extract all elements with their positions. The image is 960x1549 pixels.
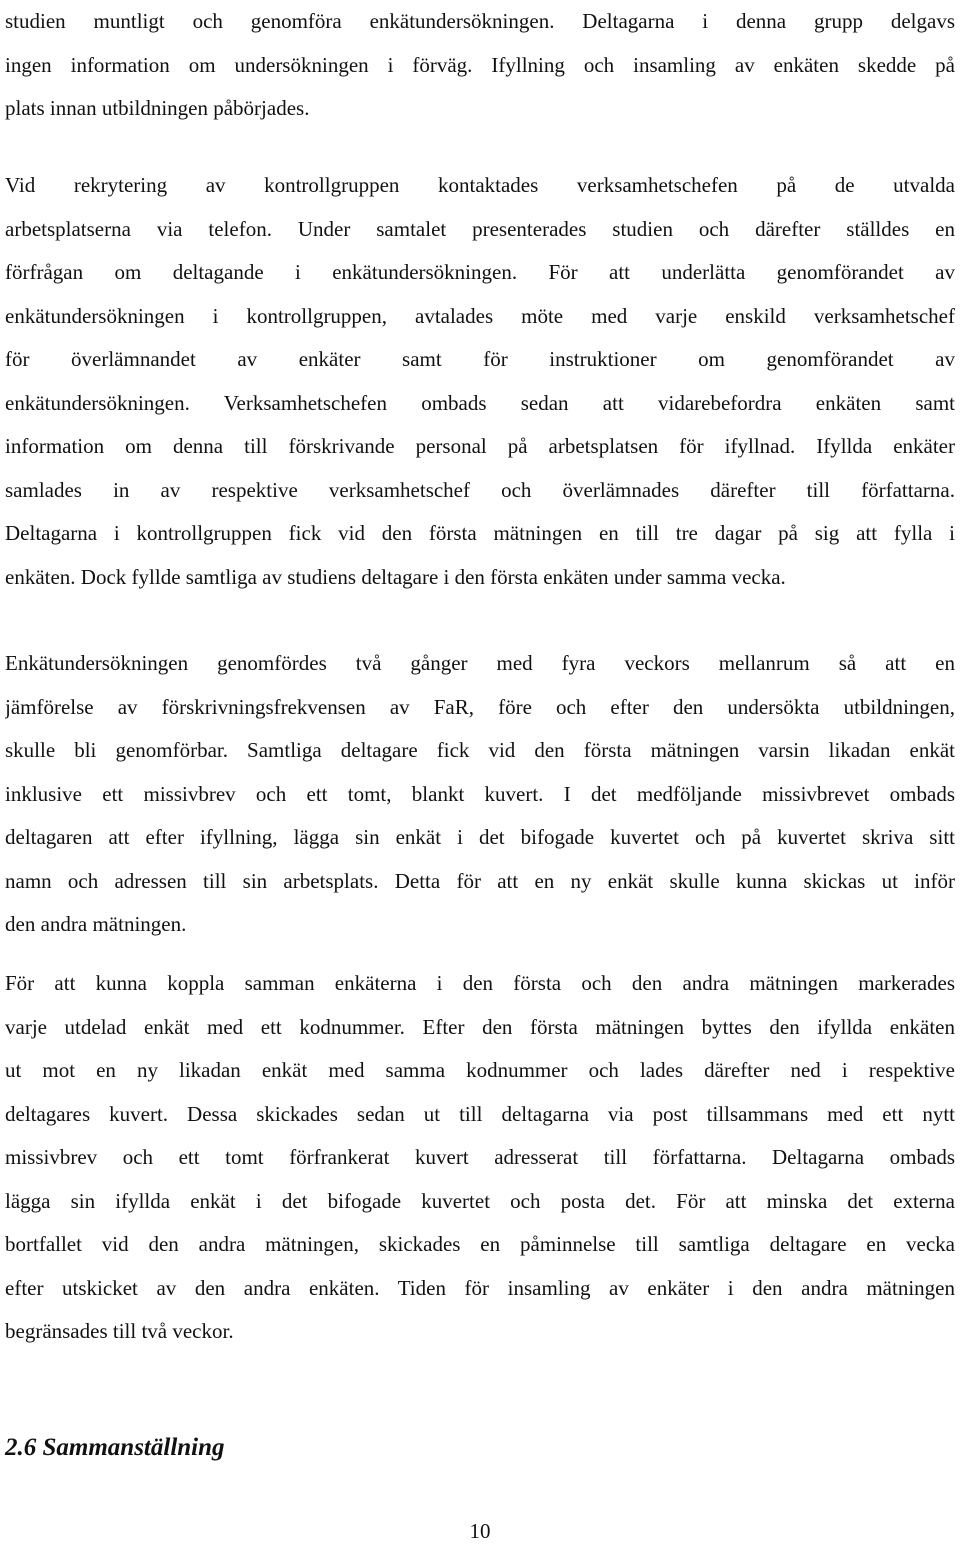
paragraph-line: enkätundersökningen i kontrollgruppen, avtalades möte med varje enskild verksamhetschef <box>5 303 955 328</box>
paragraph-line: skulle bli genomförbar. Samtliga deltagare fick vid den första mätningen varsin likadan enkät <box>5 738 955 762</box>
paragraph-line: deltagaren att efter ifyllning, lägga sin enkät i det bifogade kuvertet och på kuvertet skriva sitt <box>5 825 955 849</box>
section-heading: 2.6 Sammanställning <box>5 1434 225 1461</box>
paragraph-line: jämförelse av förskrivningsfrekvensen av FaR, före och efter den undersökta utbildningen, <box>5 694 955 719</box>
paragraph-line: Enkätundersökningen genomfördes två gånger med fyra veckors mellanrum så att en <box>5 651 955 675</box>
paragraph-line: ut mot en ny likadan enkät med samma kodnummer och lades därefter ned i respektive <box>5 1058 955 1082</box>
paragraph-line: Vid rekrytering av kontrollgruppen kontaktades verksamhetschefen på de utvalda <box>5 173 955 197</box>
paragraph-line: samlades in av respektive verksamhetschef och överlämnades därefter till författarna. <box>5 477 955 502</box>
paragraph-line: enkätundersökningen. Verksamhetschefen ombads sedan att vidarebefordra enkäten samt <box>5 390 955 415</box>
paragraph-4 <box>5 962 955 1354</box>
paragraph-line: missivbrev och ett tomt förfrankerat kuvert adresserat till författarna. Deltagarna ombads <box>5 1145 955 1169</box>
paragraph-line: begränsades till två veckor. <box>5 1319 234 1343</box>
paragraph-line: den andra mätningen. <box>5 912 187 936</box>
paragraph-line: förfrågan om deltagande i enkätundersökningen. För att underlätta genomförandet av <box>5 260 955 284</box>
paragraph-2 <box>5 164 955 599</box>
paragraph-line: lägga sin ifyllda enkät i det bifogade kuvertet och posta det. För att minska det externa <box>5 1188 955 1213</box>
paragraph-line: Deltagarna i kontrollgruppen fick vid den första mätningen en till tre dagar på sig att fylla i <box>5 521 955 545</box>
paragraph-line: För att kunna koppla samman enkäterna i den första och den andra mätningen markerades <box>5 971 955 995</box>
paragraph-line: information om denna till förskrivande personal på arbetsplatsen för ifyllnad. Ifyllda enkäter <box>5 434 955 458</box>
paragraph-line: enkäten. Dock fyllde samtliga av studiens deltagare i den första enkäten under samma vecka. <box>5 564 786 589</box>
paragraph-line: inklusive ett missivbrev och ett tomt, blankt kuvert. I det medföljande missivbrevet ombads <box>5 781 955 806</box>
paragraph-line: namn och adressen till sin arbetsplats. Detta för att en ny enkät skulle kunna skickas ut inför <box>5 868 955 893</box>
paragraph-line: studien muntligt och genomföra enkätundersökningen. Deltagarna i denna grupp delgavs <box>5 9 955 33</box>
paragraph-line: plats innan utbildningen påbörjades. <box>5 96 310 120</box>
paragraph-line: för överlämnandet av enkäter samt för instruktioner om genomförandet av <box>5 347 955 371</box>
paragraph-line: deltagares kuvert. Dessa skickades sedan ut till deltagarna via post tillsammans med ett nytt <box>5 1101 955 1126</box>
paragraph-line: bortfallet vid den andra mätningen, skickades en påminnelse till samtliga deltagare en vecka <box>5 1232 955 1256</box>
paragraph-line: arbetsplatserna via telefon. Under samtalet presenterades studien och därefter ställdes en <box>5 216 955 241</box>
paragraph-1 <box>5 0 955 131</box>
page-number: 10 <box>469 1519 491 1543</box>
paragraph-line: efter utskicket av den andra enkäten. Tiden för insamling av enkäter i den andra mätningen <box>5 1275 955 1300</box>
paragraph-line: varje utdelad enkät med ett kodnummer. Efter den första mätningen byttes den ifyllda enkäten <box>5 1014 955 1039</box>
paragraph-line: ingen information om undersökningen i förväg. Ifyllning och insamling av enkäten skedde på <box>5 52 955 77</box>
paragraph-3 <box>5 642 955 947</box>
